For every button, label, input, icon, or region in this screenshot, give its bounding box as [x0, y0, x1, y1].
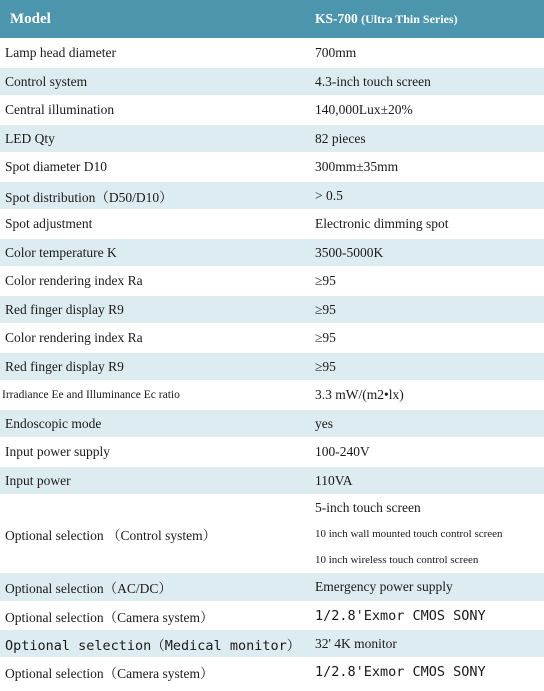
- row-label: Central illumination: [5, 102, 115, 117]
- table-row: [0, 96, 544, 125]
- row-value: 4.3-inch touch screen: [315, 73, 431, 89]
- row-value: 82 pieces: [315, 130, 366, 146]
- row-value: Electronic dimming spot: [315, 216, 449, 231]
- header-model-name: KS-700: [315, 11, 358, 26]
- row-value: ≥95: [315, 301, 336, 317]
- row-value-item: 10 inch wireless touch control screen: [315, 553, 479, 566]
- row-label: Irradiance Ee and Illuminance Ec ratio: [2, 389, 180, 401]
- table-row: [0, 68, 544, 96]
- row-label: Color rendering index Ra: [5, 330, 143, 345]
- row-label: Spot distribution（D50/D10）: [5, 189, 173, 205]
- row-value-item: 10 inch wall mounted touch control screen: [315, 527, 503, 540]
- table-row: [0, 658, 544, 686]
- row-label: Spot adjustment: [5, 216, 93, 231]
- row-label: Spot diameter D10: [5, 159, 107, 174]
- row-label: Color temperature K: [5, 244, 117, 260]
- row-value: Emergency power supply: [315, 579, 453, 594]
- row-label: Lamp head diameter: [5, 45, 116, 60]
- row-label: Color rendering index Ra: [5, 273, 143, 288]
- row-value: > 0.5: [315, 187, 343, 203]
- row-value: ≥95: [315, 330, 336, 345]
- table-row: [0, 324, 544, 353]
- table-row: [0, 353, 544, 381]
- row-label: Optional selection （Control system）: [5, 527, 217, 543]
- row-label: Optional selection（AC/DC）: [5, 581, 172, 596]
- row-label: Optional selection（Medical monitor）: [5, 637, 301, 654]
- table-row: [0, 630, 544, 658]
- header-model-value: [305, 11, 544, 27]
- row-value: yes: [315, 415, 333, 431]
- row-value: 700mm: [315, 45, 357, 60]
- row-label: Red finger display R9: [5, 358, 124, 374]
- table-row: [0, 602, 544, 630]
- row-value-list: [305, 495, 544, 573]
- row-label: Input power supply: [5, 444, 110, 459]
- row-value: 32' 4K monitor: [315, 635, 397, 651]
- row-label: Red finger display R9: [5, 301, 124, 317]
- row-value: 3.3 mW/(m2•lx): [315, 387, 404, 402]
- row-value: 3500-5000K: [315, 244, 384, 260]
- table-row: [0, 573, 544, 602]
- row-label: Control system: [5, 73, 88, 89]
- row-value: 100-240V: [315, 444, 370, 459]
- table-row: [0, 153, 544, 182]
- row-value-item: 5-inch touch screen: [315, 499, 421, 515]
- row-label: Input power: [5, 472, 71, 488]
- table-header: [0, 0, 544, 39]
- table-row: [0, 467, 544, 495]
- row-value: 110VA: [315, 472, 353, 488]
- row-value: ≥95: [315, 358, 336, 374]
- table-row: [0, 410, 544, 438]
- table-row: [0, 239, 544, 267]
- table-row: [0, 182, 544, 210]
- row-value: 300mm±35mm: [315, 159, 399, 174]
- row-label: LED Qty: [5, 130, 55, 146]
- row-value: 1/2.8'Exmor CMOS SONY: [315, 663, 486, 680]
- table-row: [0, 210, 544, 239]
- table-row: [0, 296, 544, 324]
- row-value: 1/2.8'Exmor CMOS SONY: [315, 607, 486, 624]
- table-row: [0, 267, 544, 296]
- row-label: Endoscopic mode: [5, 415, 102, 431]
- row-label: Optional selection（Camera system）: [5, 665, 214, 681]
- table-row: [0, 39, 544, 68]
- row-label: Optional selection（Camera system）: [5, 609, 214, 625]
- row-value: 140,000Lux±20%: [315, 102, 413, 117]
- row-value: ≥95: [315, 273, 336, 288]
- header-model-series: (Ultra Thin Series): [361, 12, 458, 26]
- table-row: [0, 125, 544, 153]
- table-row: [0, 381, 544, 410]
- table-row: [0, 438, 544, 467]
- header-model-label: Model: [10, 10, 51, 27]
- table-row-optional-control: [0, 495, 544, 573]
